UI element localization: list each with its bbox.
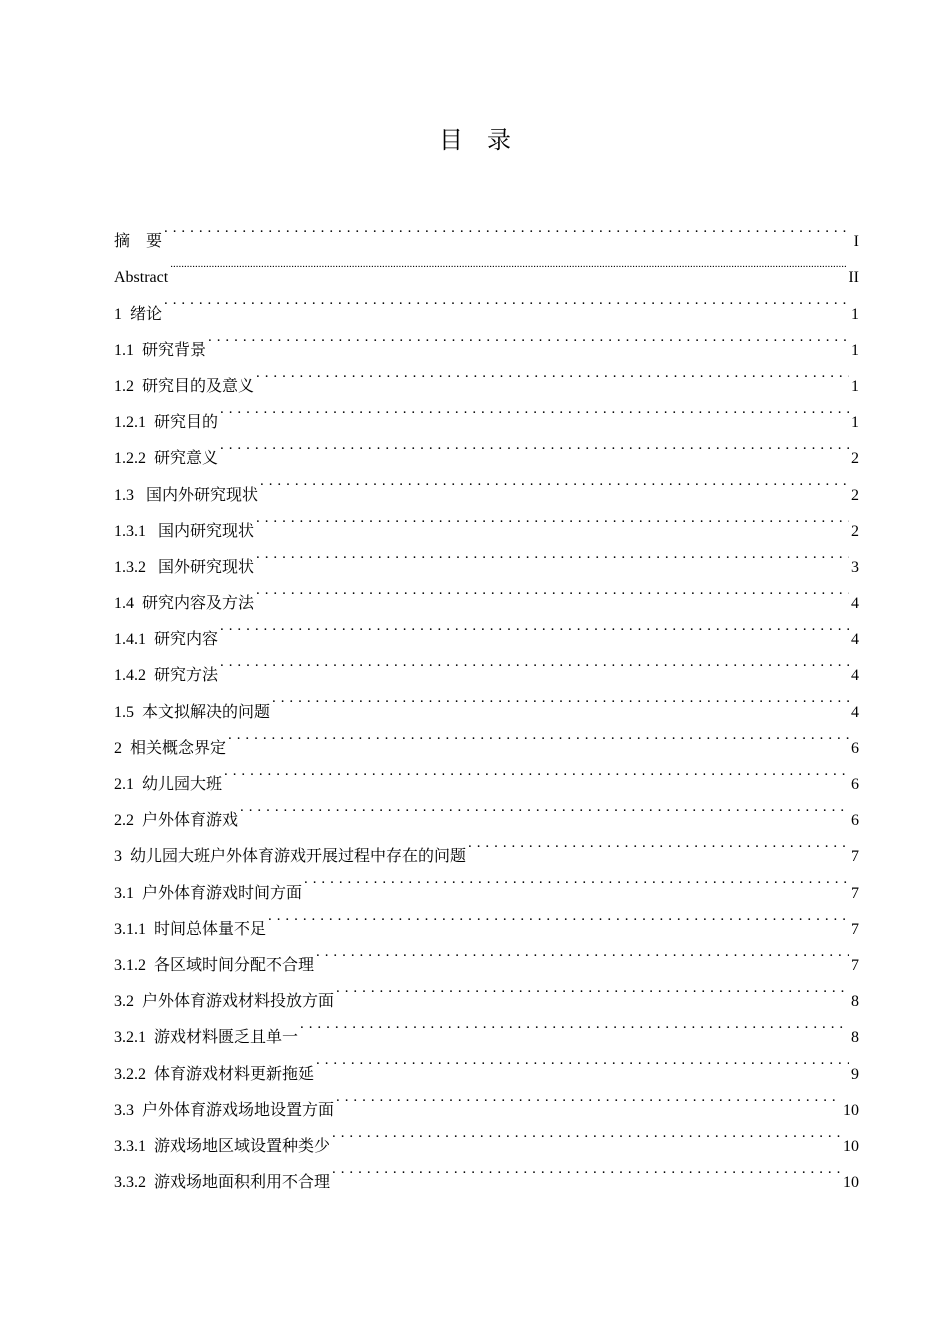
toc-leader-dots: [256, 355, 849, 391]
toc-entry-page-number: 1: [851, 341, 859, 359]
toc-entry-label: [114, 405, 218, 441]
toc-entry[interactable]: [114, 644, 859, 685]
toc-entry-number: 3.2.1: [114, 1029, 146, 1047]
toc-entry-number: 1.2.2: [114, 450, 146, 468]
toc-entry-page-number: 10: [843, 1137, 859, 1155]
toc-entry-title: 研究目的: [154, 414, 219, 432]
toc-leader-dots: [316, 1042, 849, 1078]
toc-leader-dots: [336, 970, 849, 1006]
toc-entry-page-number: 6: [851, 739, 859, 757]
toc-entry-number: 3.2.2: [114, 1065, 146, 1083]
toc-entry-number: 1.3.1: [114, 522, 146, 540]
toc-entry-number: 3.1.1: [114, 920, 146, 938]
toc-leader-dots: [256, 572, 849, 608]
toc-entry-label: [114, 297, 162, 333]
toc-leader-dots: [228, 717, 849, 753]
toc-entry-page-number: 4: [851, 595, 859, 613]
toc-entry-page-number: 4: [851, 703, 859, 721]
toc-leader-dots: [220, 644, 849, 680]
toc-entry-number: 3.3: [114, 1101, 134, 1119]
toc-entry-page-number: 9: [851, 1065, 859, 1083]
toc-leader-dots: [220, 608, 849, 644]
page-title: [0, 120, 950, 155]
toc-entry-title: 游戏材料匮乏且单一: [154, 1029, 299, 1047]
toc-entry-page-number: 8: [851, 993, 859, 1011]
toc-entry-number: 1.4.1: [114, 631, 146, 649]
toc-leader-dots: [256, 536, 849, 572]
toc-entry-title: 相关概念界定: [130, 739, 227, 757]
toc-entry-label: [114, 441, 218, 477]
toc-entry-title: 研究背景: [142, 341, 207, 359]
toc-entry-title: 户外体育游戏时间方面: [142, 884, 303, 902]
toc-entry-label: [114, 478, 258, 514]
toc-leader-dots: [332, 1115, 841, 1151]
toc-leader-dots: [316, 934, 849, 970]
toc-entry-label: [114, 260, 168, 296]
toc-leader-dots: [300, 1006, 849, 1042]
toc-entry-number: 1.3.2: [114, 558, 146, 576]
toc-entry[interactable]: [114, 789, 859, 830]
toc-entry-number: 3.1.2: [114, 956, 146, 974]
toc-entry-label: [114, 550, 254, 586]
toc-entry-page-number: 4: [851, 667, 859, 685]
toc-entry-page-number: 3: [851, 558, 859, 576]
toc-entry-page-number: 10: [843, 1174, 859, 1192]
toc-entry[interactable]: [114, 246, 859, 287]
toc-entry-page-number: 7: [851, 920, 859, 938]
toc-entry-title: 户外体育游戏材料投放方面: [142, 993, 335, 1011]
toc-entry[interactable]: [114, 391, 859, 432]
toc-entry-number: 3.1: [114, 884, 134, 902]
toc-entry-title: 研究目的及意义: [142, 377, 255, 395]
toc-entry-label: [114, 1057, 314, 1093]
toc-leader-dots: [260, 463, 849, 499]
toc-entry-title: 研究方法: [154, 667, 219, 685]
page-title-char-2: 录: [487, 126, 511, 154]
toc-entry-label: [114, 658, 218, 694]
toc-entry-page-number: 1: [851, 305, 859, 323]
toc-leader-dots: [224, 753, 849, 789]
toc-entry[interactable]: [114, 282, 859, 323]
toc-entry-title: 户外体育游戏场地设置方面: [142, 1101, 335, 1119]
toc-leader-dots: [170, 246, 846, 282]
toc-entry-number: 1.5: [114, 703, 134, 721]
toc-entry-title: 国内外研究现状: [142, 486, 259, 504]
toc-entry-number: 2: [114, 739, 122, 757]
toc-entry-page-number: 8: [851, 1029, 859, 1047]
toc-entry-label: [114, 731, 226, 767]
toc-entry-page-number: 7: [851, 956, 859, 974]
toc-entry-page-number: 6: [851, 776, 859, 793]
toc-entry-title: 本文拟解决的问题: [142, 703, 271, 721]
toc-entry-page-number: 2: [851, 522, 859, 540]
toc-leader-dots: [164, 282, 849, 318]
toc-leader-dots: [220, 427, 849, 463]
toc-entry-title: Abstract: [114, 269, 169, 287]
toc-entry-page-number: I: [853, 233, 859, 251]
page-title-char-1: 目: [439, 126, 463, 154]
table-of-contents: [114, 210, 859, 1192]
toc-entry-page-number: 4: [851, 631, 859, 649]
toc-entry-title: 各区域时间分配不合理: [154, 956, 315, 974]
toc-entry-title: 研究意义: [154, 450, 219, 468]
toc-entry-number: 1: [114, 305, 122, 323]
toc-entry-page-number: 10: [843, 1101, 859, 1119]
toc-entry-number: 3: [114, 848, 122, 866]
toc-entry-number: 2.2: [114, 812, 134, 830]
toc-leader-dots: [220, 391, 849, 427]
toc-entry-number: 3.3.1: [114, 1137, 146, 1155]
toc-entry-page-number: 2: [851, 486, 859, 504]
toc-entry-number: 2.1: [114, 776, 134, 793]
toc-leader-dots: [268, 898, 849, 934]
toc-entry-page-number: 1: [851, 377, 859, 395]
toc-entry-label: [114, 1093, 334, 1129]
toc-entry-label: [114, 514, 254, 550]
toc-entry-title: 游戏场地区域设置种类少: [154, 1137, 331, 1155]
toc-entry-page-number: 7: [851, 848, 859, 866]
toc-entry-number: 3.3.2: [114, 1174, 146, 1192]
toc-leader-dots: [468, 825, 849, 861]
toc-entry-label: [114, 767, 222, 803]
toc-entry-title: 研究内容及方法: [142, 595, 255, 613]
toc-entry-number: 3.2: [114, 993, 134, 1011]
toc-entry-number: 1.1: [114, 341, 134, 359]
toc-leader-dots: [304, 861, 849, 897]
toc-entry[interactable]: [114, 680, 859, 721]
toc-entry-number: 1.4.2: [114, 667, 146, 685]
toc-entry-label: [114, 948, 314, 984]
toc-entry[interactable]: [114, 753, 859, 793]
toc-entry-title: 国外研究现状: [154, 558, 255, 576]
toc-entry-page-number: II: [848, 269, 859, 287]
toc-entry-page-number: 6: [851, 812, 859, 830]
toc-entry-title: 绪论: [130, 305, 163, 323]
toc-entry-title: 游戏场地面积利用不合理: [154, 1174, 331, 1192]
toc-entry-title: 国内研究现状: [154, 522, 255, 540]
toc-leader-dots: [208, 319, 849, 355]
toc-entry[interactable]: [114, 463, 859, 504]
toc-entry-number: 1.4: [114, 595, 134, 613]
toc-entry-title: 体育游戏材料更新拖延: [154, 1065, 315, 1083]
toc-leader-dots: [256, 500, 849, 536]
toc-entry-label: [114, 333, 206, 369]
toc-entry-title: 摘 要: [114, 233, 163, 251]
toc-entry-label: [114, 1020, 298, 1056]
toc-entry-page-number: 1: [851, 414, 859, 432]
toc-entry-number: 1.3: [114, 486, 134, 504]
toc-entry[interactable]: [114, 427, 859, 468]
toc-entry-label: [114, 622, 218, 658]
toc-entry-title: 户外体育游戏: [142, 812, 239, 830]
toc-entry-label: [114, 1129, 330, 1165]
toc-entry-number: 1.2.1: [114, 414, 146, 432]
toc-entry-title: 研究内容: [154, 631, 219, 649]
toc-leader-dots: [332, 1151, 841, 1187]
toc-entry[interactable]: [114, 210, 859, 251]
toc-entry-label: [114, 803, 238, 839]
toc-entry-title: 幼儿园大班: [142, 776, 223, 793]
toc-leader-dots: [336, 1079, 841, 1115]
toc-leader-dots: [272, 680, 849, 716]
toc-entry-label: [114, 224, 162, 260]
toc-entry[interactable]: [114, 608, 859, 649]
toc-entry-title: 时间总体量不足: [154, 920, 267, 938]
toc-entry-number: 1.2: [114, 377, 134, 395]
toc-entry[interactable]: [114, 355, 859, 395]
toc-leader-dots: [164, 210, 852, 246]
toc-entry[interactable]: [114, 319, 859, 359]
toc-entry-label: [114, 912, 266, 948]
toc-entry-page-number: 2: [851, 450, 859, 468]
toc-entry-page-number: 7: [851, 884, 859, 902]
toc-entry-label: [114, 1165, 330, 1201]
toc-entry-title: 幼儿园大班户外体育游戏开展过程中存在的问题: [130, 848, 467, 866]
toc-leader-dots: [240, 789, 849, 825]
